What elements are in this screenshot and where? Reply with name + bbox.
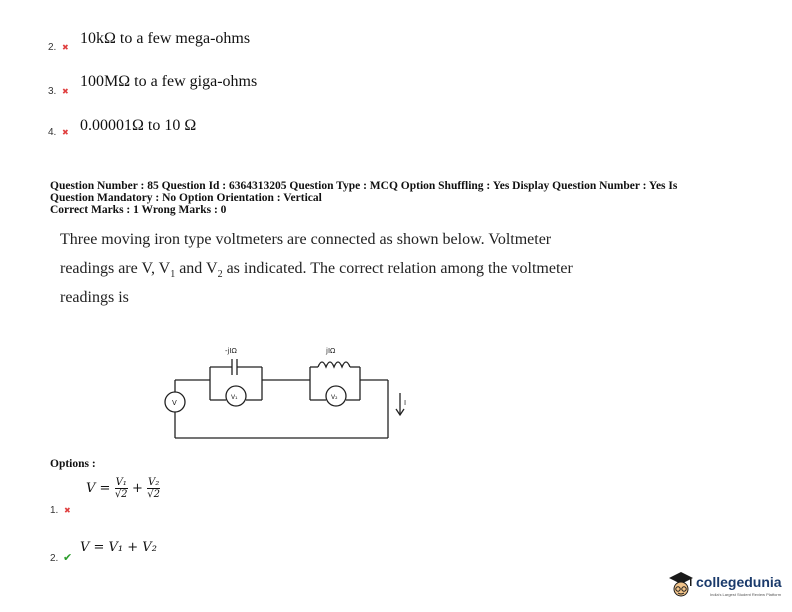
wrong-icon: ✖ xyxy=(62,87,69,96)
wrong-icon: ✖ xyxy=(64,506,71,515)
question-meta xyxy=(50,180,750,216)
meter-v2-label: V₂ xyxy=(331,394,338,401)
option-2-formula: V = V₁ + V₂ xyxy=(80,540,157,555)
correct-icon: ✔ xyxy=(63,551,73,564)
capacitor-label: -jIΩ xyxy=(225,347,237,355)
meta-line-1: Question Number : 85 Question Id : 6364313205 Question Type : MCQ Option Shuffling : Yes Display Question Number : Yes Is xyxy=(50,180,678,192)
logo-name: collegedunia xyxy=(696,574,782,590)
options-label: Options : xyxy=(50,458,96,470)
logo-tagline: India's Largest Student Review Platform xyxy=(710,592,782,597)
meta-line-2: Question Mandatory : No Option Orientation : Vertical xyxy=(50,192,322,204)
current-label: I xyxy=(404,399,407,407)
option-1-formula: V = $\frac{\text{V₁}}{√2}$ + $\frac{\text{V₂}}{√2}$ xyxy=(86,477,160,500)
option-number: 2. xyxy=(50,553,59,564)
question-line-1: Three moving iron type voltmeters are connected as shown below. Voltmeter xyxy=(60,231,552,248)
fraction-2: $\frac{\text{V₂}}{√2}$ xyxy=(147,477,160,500)
option-number: 3. xyxy=(48,86,57,97)
meta-line-3: Correct Marks : 1 Wrong Marks : 0 xyxy=(50,204,227,216)
question-line-2: readings are V, $V_1$ and $V_2$ as indicated. The correct relation among the voltmeter xyxy=(60,260,573,281)
collegedunia-logo xyxy=(668,568,788,608)
meter-v1-label: V₁ xyxy=(231,394,238,401)
option-text: 0.00001Ω to 10 Ω xyxy=(80,117,197,134)
fraction-1: $\frac{\text{V₁}}{√2}$ xyxy=(114,477,128,500)
option-number: 1. xyxy=(50,505,59,516)
resistor-label: jIΩ xyxy=(326,347,336,355)
option-number: 4. xyxy=(48,127,57,138)
option-text: 10kΩ to a few mega-ohms xyxy=(80,30,251,47)
wrong-icon: ✖ xyxy=(62,128,69,137)
question-line-3: readings is xyxy=(60,289,129,306)
graduate-icon xyxy=(668,570,694,600)
option-text: 100MΩ to a few giga-ohms xyxy=(80,73,258,90)
wrong-icon: ✖ xyxy=(62,43,69,52)
meter-v-label: V xyxy=(172,399,177,407)
circuit-diagram xyxy=(160,335,420,445)
option-number: 2. xyxy=(48,42,57,53)
